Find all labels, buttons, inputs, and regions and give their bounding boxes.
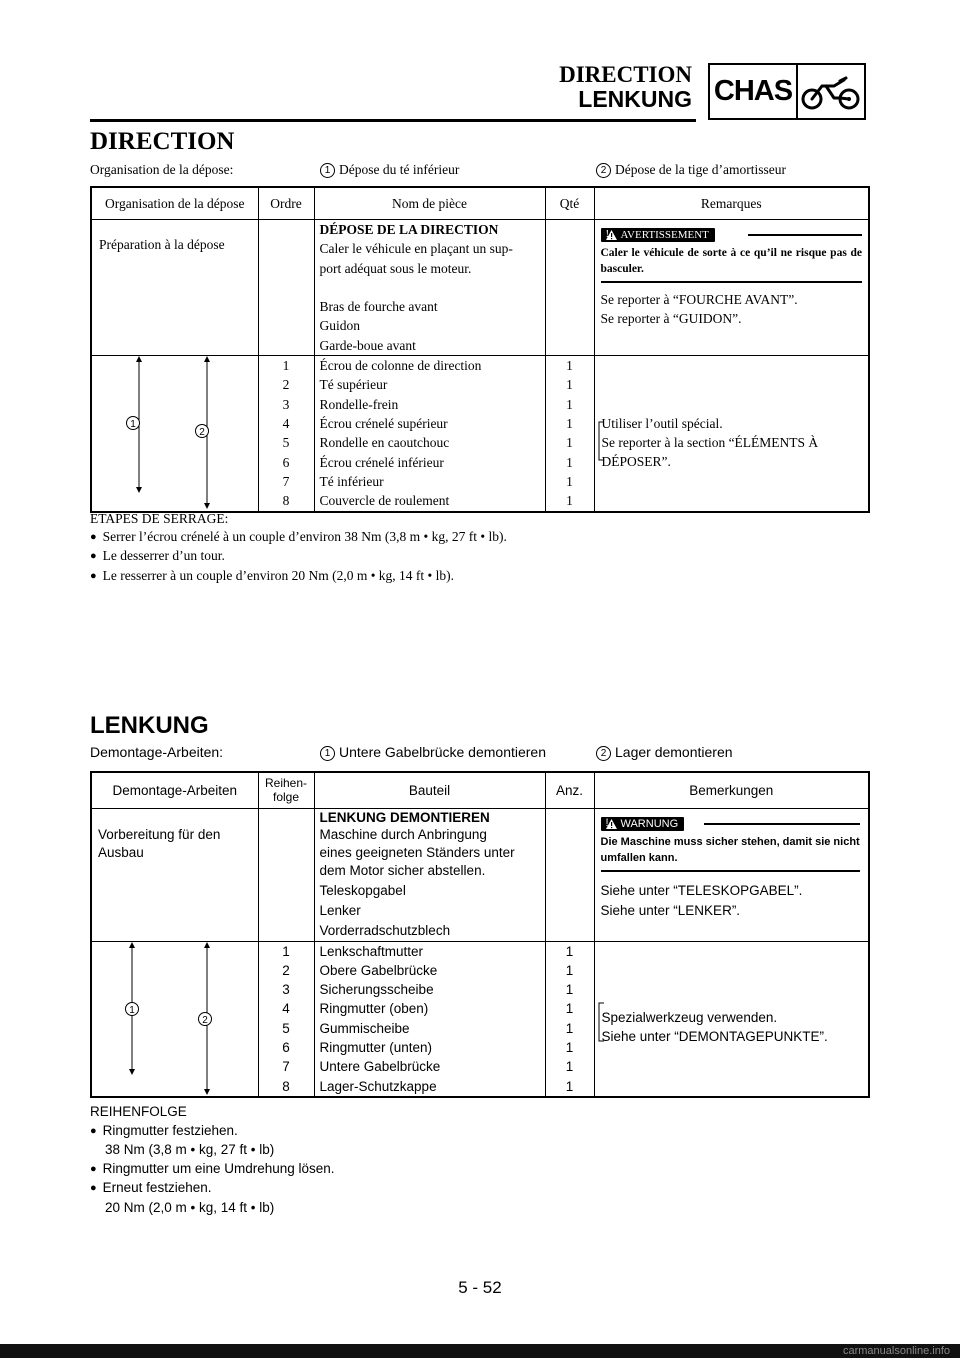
qty-column (545, 941, 594, 1097)
header-title-fr: DIRECTION (559, 62, 692, 87)
part-order: 5 (282, 1020, 290, 1036)
warning-badge: ! AVERTISSEMENT (601, 228, 715, 242)
footer-bar (0, 1344, 960, 1358)
part-qty: 1 (566, 396, 573, 412)
part-order: 7 (282, 1059, 290, 1075)
header-rule (90, 119, 696, 122)
org-item2-fr (596, 162, 786, 178)
col-header: Qté (545, 187, 594, 220)
warning-text: Die Maschine muss sicher stehen, damit sie nicht umfallen kann. (601, 834, 861, 872)
part-name: Té inférieur (319, 473, 384, 489)
callout-2: 2 (596, 746, 611, 761)
col-header-line: Reihen- (264, 776, 308, 791)
steps-title: ETAPES DE SERRAGE: (90, 511, 229, 526)
part-qty: 1 (565, 1059, 574, 1075)
step-item: ● Ringmutter festziehen. (90, 1122, 335, 1142)
tool-remark-line: Siehe unter “DEMONTAGEPUNKTE”. (601, 1028, 828, 1044)
part-qty: 1 (565, 982, 574, 998)
org-item2-text: Dépose de la tige d’amortisseur (615, 162, 786, 177)
prep-line: port adéquat sous le moteur. (319, 260, 472, 276)
empty-cell (545, 220, 594, 356)
warning-rule (704, 823, 860, 825)
prep-head: DÉPOSE DE LA DIRECTION (319, 222, 499, 237)
part-order: 1 (282, 943, 290, 959)
sequence-diagram (91, 356, 258, 512)
part-qty: 1 (565, 943, 574, 959)
tool-remark-text (602, 1008, 828, 1046)
prep-line (320, 278, 545, 297)
parts-table-de (90, 771, 870, 1098)
motorcycle-icon (798, 65, 864, 118)
step-sub: 38 Nm (3,8 m • kg, 27 ft • lb) (105, 1142, 275, 1157)
step-item: ● Le desserrer d’un tour. (90, 547, 507, 567)
remark-fork: Se reporter à “FOURCHE AVANT”. (600, 292, 798, 307)
col-header: Bauteil (314, 772, 545, 808)
prep-parts (314, 808, 545, 941)
prep-line: Garde-boue avant (319, 337, 416, 353)
part-qty: 1 (565, 1020, 574, 1036)
step-sub: 20 Nm (2,0 m • kg, 14 ft • lb) (105, 1199, 275, 1215)
col-header: Organisation de la dépose (91, 187, 258, 220)
col-header: Remarques (594, 187, 869, 220)
callout-1: 1 (320, 163, 335, 178)
part-qty: 1 (566, 415, 573, 431)
prep-line: Maschine durch Anbringung (319, 826, 487, 842)
col-header: Ordre (258, 187, 314, 220)
sequence-diagram (91, 941, 258, 1097)
prep-line: Vorderradschutzblech (319, 922, 451, 938)
svg-text:1: 1 (129, 1004, 135, 1016)
step-item: ● Le resserrer à un couple d’environ 20 Nm (2,0 m • kg, 14 ft • lb). (90, 567, 507, 587)
svg-text:1: 1 (130, 419, 136, 431)
prep-label-line: Vorbereitung für den (98, 826, 221, 842)
tool-remark-text (602, 414, 819, 471)
prep-line: Caler le véhicule en plaçant un sup- (319, 241, 513, 257)
tool-remarks (594, 356, 869, 512)
part-order: 7 (282, 473, 290, 489)
prep-line: eines geeigneten Ständers unter (319, 844, 515, 860)
svg-text:2: 2 (199, 427, 205, 439)
col-header: Demontage-Arbeiten (91, 772, 258, 808)
steps-title: REIHENFOLGE (90, 1104, 187, 1119)
empty-cell (545, 808, 594, 941)
name-column (314, 356, 545, 512)
warning-text: Caler le véhicule de sorte à ce qu’il ne risque pas de basculer. (601, 245, 863, 283)
warning-icon (606, 230, 617, 240)
step-item: ● Erneut festziehen. (90, 1179, 335, 1199)
part-name: Ringmutter (unten) (319, 1039, 433, 1055)
part-order: 6 (282, 1039, 290, 1055)
remark-fork: Siehe unter “TELESKOPGABEL”. (600, 882, 803, 898)
prep-label (91, 808, 258, 941)
steps-de (90, 1103, 335, 1217)
col-header (258, 772, 314, 808)
part-qty: 1 (566, 493, 573, 509)
part-order: 3 (282, 396, 290, 412)
table-row-parts (91, 356, 869, 512)
col-header-line: folge (272, 790, 300, 805)
part-qty: 1 (565, 1078, 574, 1094)
prep-remarks (594, 808, 869, 941)
table-row-prep (91, 220, 869, 356)
part-order: 4 (282, 1001, 290, 1017)
part-name: Té supérieur (319, 377, 388, 393)
part-name: Écrou crénelé supérieur (319, 415, 448, 431)
part-name: Lenkschaftmutter (319, 943, 424, 959)
prep-remarks (594, 220, 869, 356)
section-badge (708, 63, 866, 120)
step-item: ● Serrer l’écrou crénelé à un couple d’environ 38 Nm (3,8 m • kg, 27 ft • lb). (90, 528, 507, 548)
part-qty: 1 (565, 962, 574, 978)
part-order: 6 (282, 454, 290, 470)
warning-icon (606, 819, 617, 829)
part-qty: 1 (565, 1001, 574, 1017)
qty-column (545, 356, 594, 512)
org-item1-de (320, 744, 546, 761)
part-qty: 1 (566, 377, 573, 393)
col-header: Bemerkungen (594, 772, 869, 808)
tool-remarks (594, 941, 869, 1097)
part-order: 2 (282, 962, 290, 978)
part-name: Couvercle de roulement (319, 493, 450, 509)
table-header-row (91, 187, 869, 220)
warning-box (595, 809, 869, 872)
org-label-de: Demontage-Arbeiten: (90, 744, 224, 760)
sequence-arrows (92, 942, 259, 1098)
section-title-de: LENKUNG (90, 712, 209, 739)
watermark: carmanualsonline.info (842, 1345, 950, 1357)
remark-handlebar: Se reporter à “GUIDON”. (600, 311, 742, 327)
org-item1-text: Untere Gabelbrücke demontieren (339, 744, 547, 760)
part-name: Rondelle-frein (319, 396, 399, 412)
table-row-prep (91, 808, 869, 941)
col-header: Nom de pièce (314, 187, 545, 220)
section-title-fr: DIRECTION (90, 128, 235, 155)
callout-1: 1 (320, 746, 335, 761)
steps-fr (90, 510, 507, 586)
prep-label: Préparation à la dépose (91, 220, 258, 356)
warning-rule (748, 234, 862, 236)
part-order: 1 (282, 358, 290, 374)
warning-badge: ! WARNUNG (601, 817, 685, 831)
part-order: 4 (282, 415, 290, 431)
prep-line: Lenker (319, 902, 361, 918)
part-name: Rondelle en caoutchouc (319, 435, 450, 451)
header-title-de: LENKUNG (578, 86, 692, 112)
part-qty: 1 (566, 435, 573, 451)
tool-remark-line: Se reporter à la section “ÉLÉMENTS À (601, 435, 819, 451)
sequence-arrows (92, 356, 259, 512)
name-column (314, 941, 545, 1097)
prep-line: Teleskopgabel (319, 882, 406, 898)
table-row-parts (91, 941, 869, 1097)
order-column (258, 941, 314, 1097)
tool-remark-line: DÉPOSER”. (601, 454, 671, 470)
org-item2-text: Lager demontieren (615, 744, 733, 760)
empty-cell (258, 220, 314, 356)
order-column (258, 356, 314, 512)
part-order: 5 (282, 435, 290, 451)
prep-parts (314, 220, 545, 356)
part-order: 2 (282, 377, 290, 393)
prep-line: Bras de fourche avant (319, 299, 438, 315)
svg-text:2: 2 (202, 1014, 208, 1026)
org-label-fr: Organisation de la dépose: (90, 162, 234, 177)
remark-handlebar: Siehe unter “LENKER”. (600, 902, 741, 918)
table-header-row (91, 772, 869, 808)
prep-line: Guidon (319, 318, 360, 334)
parts-table-fr (90, 186, 870, 513)
step-item: ● Ringmutter um eine Umdrehung lösen. (90, 1160, 335, 1180)
part-name: Gummischeibe (319, 1020, 410, 1036)
col-header: Anz. (545, 772, 594, 808)
part-name: Écrou crénelé inférieur (319, 454, 444, 470)
warning-box (595, 220, 869, 283)
prep-line: dem Motor sicher abstellen. (319, 862, 486, 878)
part-name: Obere Gabelbrücke (319, 962, 438, 978)
page-number: 5 - 52 (458, 1278, 502, 1297)
part-name: Sicherungsscheibe (319, 982, 434, 998)
section-code: CHAS (710, 65, 798, 118)
org-item1-text: Dépose du té inférieur (339, 162, 460, 177)
part-qty: 1 (566, 358, 573, 374)
tool-remark-line: Spezialwerkzeug verwenden. (601, 1009, 778, 1025)
tool-remark-line: Utiliser l’outil spécial. (601, 416, 723, 432)
prep-head: LENKUNG DEMONTIEREN (319, 809, 490, 825)
part-qty: 1 (565, 1039, 574, 1055)
part-order: 8 (282, 1078, 290, 1094)
org-item1-fr (320, 162, 459, 178)
part-name: Lager-Schutzkappe (319, 1078, 437, 1094)
part-qty: 1 (566, 454, 573, 470)
part-name: Ringmutter (oben) (319, 1001, 429, 1017)
callout-2: 2 (596, 163, 611, 178)
empty-cell (258, 808, 314, 941)
prep-label-line: Ausbau (98, 844, 144, 860)
part-name: Untere Gabelbrücke (319, 1059, 441, 1075)
org-item2-de (596, 744, 733, 761)
part-name: Écrou de colonne de direction (319, 358, 482, 374)
part-order: 8 (282, 493, 290, 509)
part-order: 3 (282, 982, 290, 998)
part-qty: 1 (566, 473, 573, 489)
